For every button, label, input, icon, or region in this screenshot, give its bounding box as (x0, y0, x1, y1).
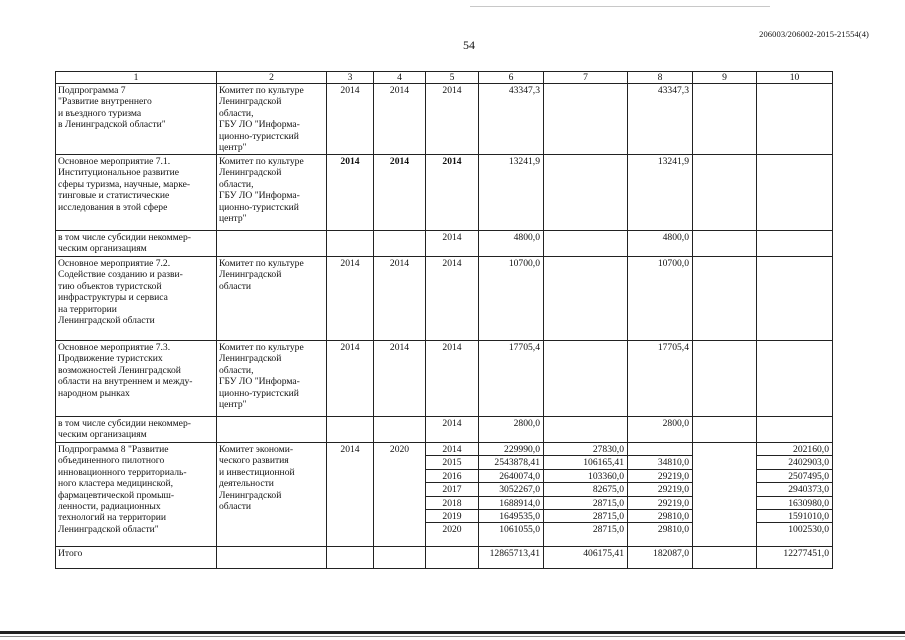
total-empty-cell (217, 547, 327, 569)
row-col8-value: 10700,0 (628, 257, 693, 341)
program8-total-value: 2543878,41 (479, 456, 544, 469)
col-number: 6 (479, 72, 544, 84)
row-start-year (327, 231, 374, 257)
top-rule (470, 6, 770, 7)
total-col7-value: 406175,41 (544, 547, 628, 569)
page-number: 54 (463, 38, 475, 52)
row-col8-value: 43347,3 (628, 84, 693, 155)
row-col10-value (757, 257, 833, 341)
row-executor: Комитет по культуре Ленинградской области, ГБУ ЛО "Информа- ционно-туристский центр" (217, 341, 327, 417)
program8-executor: Комитет экономи- ческого развития и инвестиционной деятельности Ленинградской области (217, 443, 327, 547)
total-empty-cell (693, 547, 757, 569)
row-col9-value (693, 341, 757, 417)
row-year: 2014 (426, 84, 479, 155)
row-title: Основное мероприятие 7.3. Продвижение туристских возможностей Ленинградской области на внутреннем и между- народном рынках (56, 341, 217, 417)
row-col10-value (757, 231, 833, 257)
row-end-year (374, 231, 426, 257)
program8-col8-value: 29219,0 (628, 496, 693, 509)
program8-year: 2015 (426, 456, 479, 469)
row-total-value: 4800,0 (479, 231, 544, 257)
row-col10-value (757, 417, 833, 443)
program8-col7-value: 28715,0 (544, 523, 628, 547)
table-row (56, 231, 833, 257)
row-year: 2014 (426, 231, 479, 257)
row-total-value: 2800,0 (479, 417, 544, 443)
budget-table (55, 71, 833, 569)
program8-total-value: 3052267,0 (479, 483, 544, 496)
table-row (56, 84, 833, 155)
program8-col7-value: 28715,0 (544, 510, 628, 523)
row-executor (217, 231, 327, 257)
program8-year: 2018 (426, 496, 479, 509)
table-row (56, 417, 833, 443)
col-number: 8 (628, 72, 693, 84)
program8-year: 2014 (426, 443, 479, 456)
program8-col9-cell (693, 443, 757, 547)
scan-edge-line (0, 636, 905, 637)
row-start-year: 2014 (327, 84, 374, 155)
row-col7-value (544, 231, 628, 257)
col-number: 4 (374, 72, 426, 84)
row-start-year: 2014 (327, 155, 374, 231)
program8-start-year: 2014 (327, 443, 374, 547)
row-total-value: 10700,0 (479, 257, 544, 341)
row-executor: Комитет по культуре Ленинградской области, ГБУ ЛО "Информа- ционно-туристский центр" (217, 84, 327, 155)
row-col8-value: 4800,0 (628, 231, 693, 257)
program8-col7-value: 103360,0 (544, 469, 628, 482)
col-number: 5 (426, 72, 479, 84)
program8-col8-value (628, 443, 693, 456)
scan-edge-line (0, 631, 905, 634)
program8-col10-value: 2507495,0 (757, 469, 833, 482)
program8-col10-value: 2940373,0 (757, 483, 833, 496)
program8-col8-value: 29810,0 (628, 523, 693, 547)
row-end-year: 2014 (374, 155, 426, 231)
row-col9-value (693, 84, 757, 155)
row-col7-value (544, 155, 628, 231)
column-number-row (56, 72, 833, 84)
program8-col8-value: 29219,0 (628, 469, 693, 482)
program8-col8-value: 29810,0 (628, 510, 693, 523)
row-col10-value (757, 341, 833, 417)
row-end-year: 2014 (374, 84, 426, 155)
row-col8-value: 2800,0 (628, 417, 693, 443)
row-total-value: 17705,4 (479, 341, 544, 417)
program8-col7-value: 27830,0 (544, 443, 628, 456)
total-row (56, 547, 833, 569)
program8-col10-value: 2402903,0 (757, 456, 833, 469)
row-executor (217, 417, 327, 443)
total-col10-value: 12277451,0 (757, 547, 833, 569)
col-number: 7 (544, 72, 628, 84)
program8-title: Подпрограмма 8 "Развитие объединенного пилотного инновационного территориаль- ного кластера медицинской, фармацевтической промыш- ленности, радиационных технологий на территории Ленинградской области" (56, 443, 217, 547)
table-row (56, 341, 833, 417)
row-col7-value (544, 84, 628, 155)
row-col9-value (693, 155, 757, 231)
program8-col10-value: 1630980,0 (757, 496, 833, 509)
program8-total-value: 1649535,0 (479, 510, 544, 523)
row-end-year: 2014 (374, 257, 426, 341)
col-number: 2 (217, 72, 327, 84)
row-start-year: 2014 (327, 341, 374, 417)
total-col8-value: 182087,0 (628, 547, 693, 569)
program8-col10-value: 202160,0 (757, 443, 833, 456)
row-col10-value (757, 84, 833, 155)
row-col8-value: 17705,4 (628, 341, 693, 417)
row-title: Подпрограмма 7 "Развитие внутреннего и въездного туризма в Ленинградской области" (56, 84, 217, 155)
table-row (56, 155, 833, 231)
program8-year: 2019 (426, 510, 479, 523)
row-year: 2014 (426, 155, 479, 231)
col-number: 1 (56, 72, 217, 84)
row-executor: Комитет по культуре Ленинградской области, ГБУ ЛО "Информа- ционно-туристский центр" (217, 155, 327, 231)
program8-year-row (56, 443, 833, 456)
row-year: 2014 (426, 257, 479, 341)
row-col7-value (544, 257, 628, 341)
document-id: 206003/206002-2015-21554(4) (759, 29, 869, 39)
table-row (56, 257, 833, 341)
program8-col10-value: 1002530,0 (757, 523, 833, 547)
program8-col8-value: 34810,0 (628, 456, 693, 469)
row-end-year (374, 417, 426, 443)
row-start-year (327, 417, 374, 443)
row-col9-value (693, 257, 757, 341)
row-title: Основное мероприятие 7.1. Институциональное развитие сферы туризма, научные, марке- тинговые и статистические исследования в этой сфере (56, 155, 217, 231)
row-title: в том числе субсидии некоммер- ческим организациям (56, 231, 217, 257)
total-empty-cell (374, 547, 426, 569)
col-number: 10 (757, 72, 833, 84)
program8-year: 2016 (426, 469, 479, 482)
row-start-year: 2014 (327, 257, 374, 341)
program8-col8-value: 29219,0 (628, 483, 693, 496)
row-title: в том числе субсидии некоммер- ческим организациям (56, 417, 217, 443)
row-total-value: 43347,3 (479, 84, 544, 155)
row-col8-value: 13241,9 (628, 155, 693, 231)
program8-total-value: 229990,0 (479, 443, 544, 456)
row-col9-value (693, 417, 757, 443)
total-empty-cell (426, 547, 479, 569)
row-col10-value (757, 155, 833, 231)
program8-total-value: 1061055,0 (479, 523, 544, 547)
row-total-value: 13241,9 (479, 155, 544, 231)
program8-year: 2017 (426, 483, 479, 496)
program8-total-value: 2640074,0 (479, 469, 544, 482)
program8-col7-value: 28715,0 (544, 496, 628, 509)
row-executor: Комитет по культуре Ленинградской области (217, 257, 327, 341)
program8-total-value: 1688914,0 (479, 496, 544, 509)
total-label: Итого (56, 547, 217, 569)
row-title: Основное мероприятие 7.2. Содействие созданию и разви- тию объектов туристской инфраструктуры и сервиса на территории Ленинградской области (56, 257, 217, 341)
row-col7-value (544, 417, 628, 443)
col-number: 9 (693, 72, 757, 84)
program8-col7-value: 82675,0 (544, 483, 628, 496)
program8-year: 2020 (426, 523, 479, 547)
program8-col10-value: 1591010,0 (757, 510, 833, 523)
row-col7-value (544, 341, 628, 417)
row-year: 2014 (426, 341, 479, 417)
col-number: 3 (327, 72, 374, 84)
total-empty-cell (327, 547, 374, 569)
total-value: 12865713,41 (479, 547, 544, 569)
row-end-year: 2014 (374, 341, 426, 417)
row-col9-value (693, 231, 757, 257)
row-year: 2014 (426, 417, 479, 443)
program8-col7-value: 106165,41 (544, 456, 628, 469)
program8-end-year: 2020 (374, 443, 426, 547)
